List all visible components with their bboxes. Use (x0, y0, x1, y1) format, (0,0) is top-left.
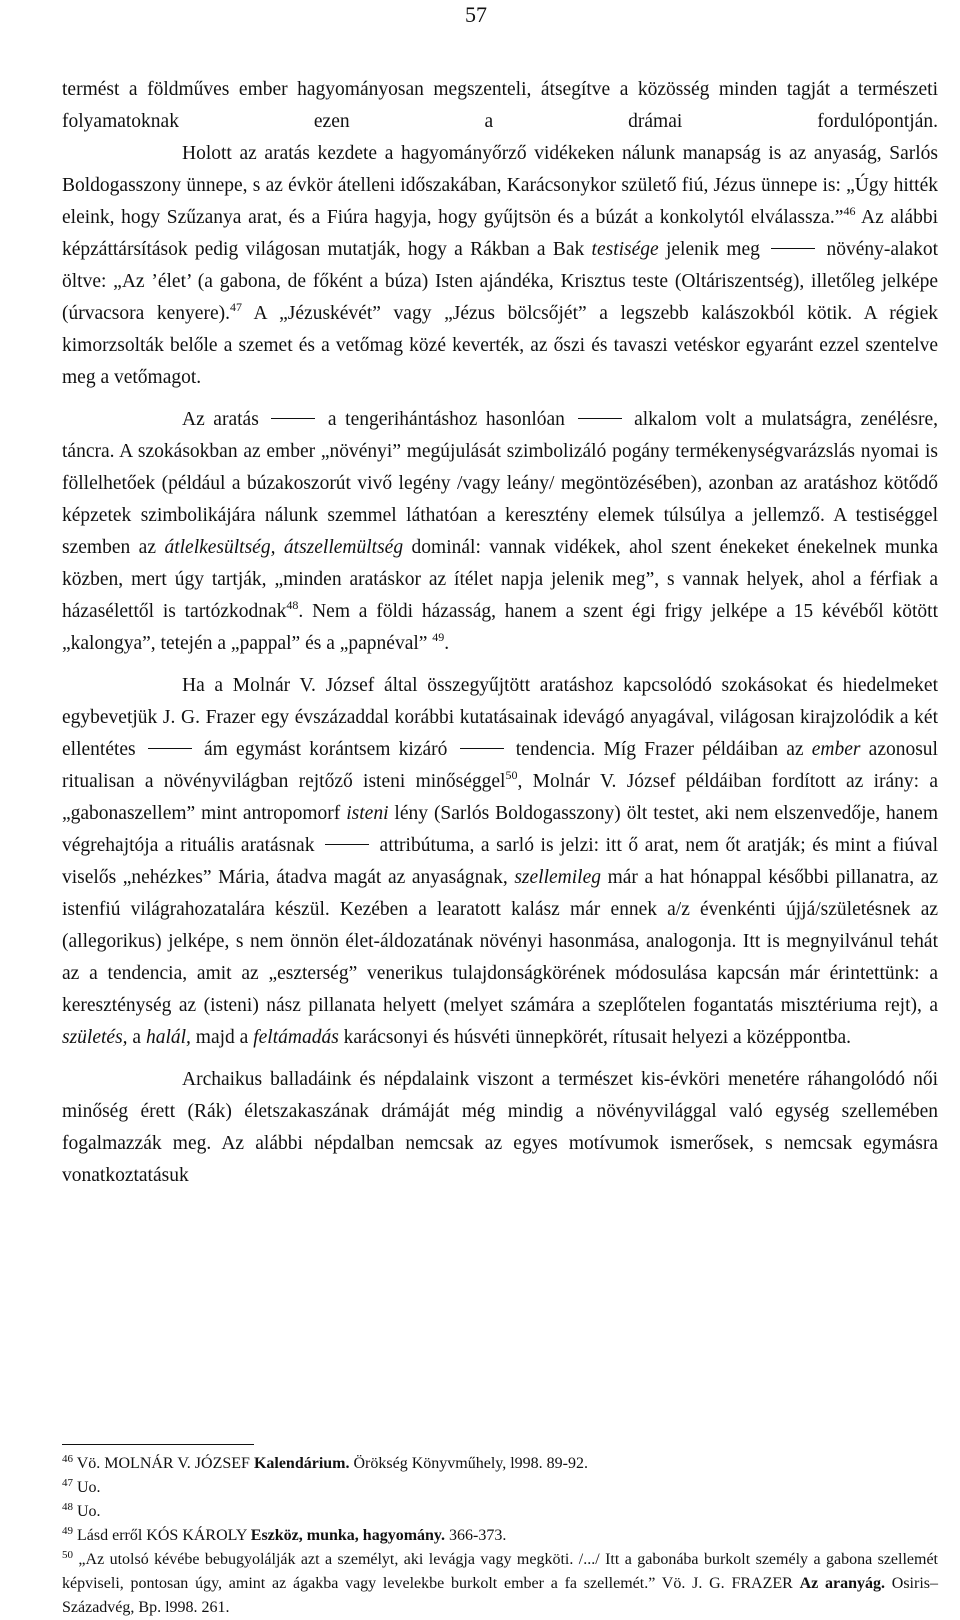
em-dash (578, 418, 622, 420)
text-run: testisége (591, 239, 659, 260)
footnote (62, 1452, 938, 1476)
text-run: , Molnár V. József példáiban fordított az irány: a „gabonaszellem” mint antropomorf (62, 771, 939, 824)
text-run: attribútuma, a sarló is jelzi: itt ő arat, nem őt aratják; és mint a fiúval viselős „nehézkes” Mária, átadva magát az anyaságnak, (62, 835, 938, 888)
text-run: lény (Sarlós Boldogasszony) ölt testet, aki nem elszenvedője, hanem végrehajtója a rituális aratásnak (62, 803, 938, 856)
text-run: „Az utolsó kévébe bebugyolálják azt a személyt, aki levágja vagy megköti. /.../ Itt a gabonába burkolt személy a gabona szellemét képviseli, pontosan úgy, amint az ágakba vagy levelekbe burkolt ember a fa szellemét.” Vö. J. G. FRAZER (62, 1551, 938, 1592)
body-text (62, 74, 938, 1192)
text-run: Uo. (73, 1503, 101, 1520)
footnote-ref: 47 (229, 300, 242, 314)
text-run: Osiris–Századvég, Bp. l998. 261. (62, 1575, 938, 1616)
em-dash (771, 248, 815, 250)
em-dash (325, 844, 369, 846)
text-run: isteni (346, 803, 389, 824)
text-run: Uo. (73, 1479, 101, 1496)
page-number: 57 (465, 2, 487, 27)
text-run: alkalom volt a mulatságra, zenélésre, táncra. A szokásokban az ember „növényi” megújulását szimbolizáló pogány termékenységvarázslás nyomai is föllelhetőek (például a búzakoszorút vivő legény /vagy leány/ megöntözésében), azonban az aratáshoz kötődő képzetek szimbolikájára nálunk szemmel láthatóan a keresztény elemek túlsúlya a jellemző. A testiséggel szemben az (62, 409, 938, 558)
text-run: Lásd erről KÓS KÁROLY (73, 1527, 251, 1544)
text-run: Holott az aratás kezdete a hagyományőrző vidékeken nálunk manapság is az anyaság, Sarlós Boldogasszony ünnepe, s az évkör átelleni időszakában, Karácsonykor születő fiú, Jézus ünnepe is: „Úgy hitték eleink, hogy Szűzanya arat, és a Fiúra hagyja, hogy gyűjtsön és a búzát a konkolytól elválassza.” (62, 143, 938, 228)
paragraph (62, 138, 938, 394)
footnote (62, 1548, 938, 1620)
text-run: már a hat hónappal későbbi pillanatra, az istenfiú világrahozatalára készül. Kezében a learatott kalász már ennek a/z évenkénti újjá/születésnek az (allegorikus) jelképe, s nem önnön élet-áldozatának növényi hasonmása, analogonja. Itt is megnyilvánul tehát az a tendencia, amit az „eszterség” venerikus tulajdonságkörének módosulása kapcsán már érintettünk: a kereszténység az (isteni) nász pillanata helyett (melyet számára a szeplőtelen fogantatás misztériuma rejt), a (62, 867, 939, 1016)
text-run: . (444, 633, 450, 654)
footnote-ref: 50 (62, 1549, 73, 1561)
text-run: tendencia. Míg Frazer példáiban az (507, 739, 812, 760)
text-run: 366-373. (445, 1527, 507, 1544)
footnote-ref: 49 (62, 1525, 73, 1537)
text-run: Vö. MOLNÁR V. JÓZSEF (73, 1455, 254, 1472)
text-run: Ha a Molnár V. József által összegyűjtött aratáshoz kapcsolódó szokásokat és hiedelmeket egybevetjük J. G. Frazer egy évszázaddal korábbi kutatásainak idevágó anyagával, világosan kirajzolódik a két ellentétes (62, 675, 938, 760)
text-run: majd a (190, 1027, 254, 1048)
em-dash (271, 418, 315, 420)
text-run: a tengerihántáshoz hasonlóan (319, 409, 574, 430)
footnote (62, 1476, 938, 1500)
footnote-separator (62, 1444, 254, 1445)
text-run: halál, (145, 1027, 191, 1048)
text-run: szellemileg (514, 867, 601, 888)
text-run: azonosul ritualisan a növényvilágban rejtőző isteni minőséggel (62, 739, 938, 792)
text-run: a (127, 1027, 146, 1048)
text-run: átlelkesültség, átszellemültség (164, 537, 404, 558)
text-run: jelenik meg (658, 239, 768, 260)
footnote-ref: 50 (505, 768, 518, 782)
text-run: . Nem a földi házasság, hanem a szent égi frigy jelképe a 15 kévéből kötött „kalongya”, tetején a „pappal” és a „papnéval” (62, 601, 938, 654)
text-run: ám egymást korántsem kizáró (195, 739, 456, 760)
text-run: Az alábbi képzáttársítások pedig világosan mutatják, hogy a Rákban a Bak (62, 207, 939, 260)
footnote-ref: 46 (62, 1453, 73, 1465)
text-run: ember (811, 739, 861, 760)
footnote-ref: 47 (62, 1477, 73, 1489)
text-run: Az aranyág. (799, 1575, 885, 1592)
footnote (62, 1500, 938, 1524)
footnote-ref: 49 (432, 630, 445, 644)
em-dash (148, 748, 192, 750)
text-run: Eszköz, munka, hagyomány. (250, 1527, 446, 1544)
text-run: dominál: vannak vidékek, ahol szent énekeket énekelnek munka közben, mert úgy tartják, „minden aratáskor az ítélet napja jelenik meg”, s vannak helyek, ahol a férfiak a házasélettől is tartózkodnak (62, 537, 938, 622)
text-run: A „Jézuskévét” vagy „Jézus bölcsőjét” a legszebb kalászokból kötik. A régiek kimorzsolták belőle a szemet és a vetőmag közé keverték, az őszi és tavaszi vetéskor egyaránt ezzel szentelve meg a vetőmagot. (62, 303, 938, 388)
paragraph (62, 74, 938, 138)
em-dash (460, 748, 504, 750)
paragraph (62, 1064, 938, 1192)
footnote (62, 1524, 938, 1548)
text-run: növény-alakot öltve: „Az ’élet’ (a gabona, de főként a búza) Isten ajándéka, Krisztus teste (Oltáriszentség), illetőleg jelképe (úrvacsora kenyere). (62, 239, 938, 324)
footnotes (62, 1452, 938, 1620)
paragraph (62, 404, 938, 660)
footnote-ref: 48 (286, 598, 299, 612)
text-run: születés, (62, 1027, 128, 1048)
footnote-ref: 48 (62, 1501, 73, 1513)
text-run: karácsonyi és húsvéti ünnepkörét, rítusait helyezi a középpontba. (338, 1027, 852, 1048)
text-run: Kalendárium. (253, 1455, 350, 1472)
text-run: Archaikus balladáink és népdalaink viszont a természet kis-évköri menetére ráhangolódó női minőség érett (Rák) életszakaszának drámáját még mindig a növényvilággal való egység szellemében fogalmazzák meg. Az alábbi népdalban nemcsak az egyes motívumok ismerősek, s nemcsak egymásra vonatkoztatásuk (62, 1069, 938, 1186)
paragraph (62, 670, 938, 1054)
footnote-ref: 46 (843, 204, 856, 218)
text-run: Örökség Könyvműhely, l998. 89-92. (349, 1455, 588, 1472)
text-run: feltámadás (253, 1027, 339, 1048)
text-run: Az aratás (182, 409, 268, 430)
text-run: termést a földműves ember hagyományosan megszenteli, átsegítve a közösség minden tagját a természeti folyamatoknak ezen a drámai fordulópontján. (62, 79, 938, 132)
